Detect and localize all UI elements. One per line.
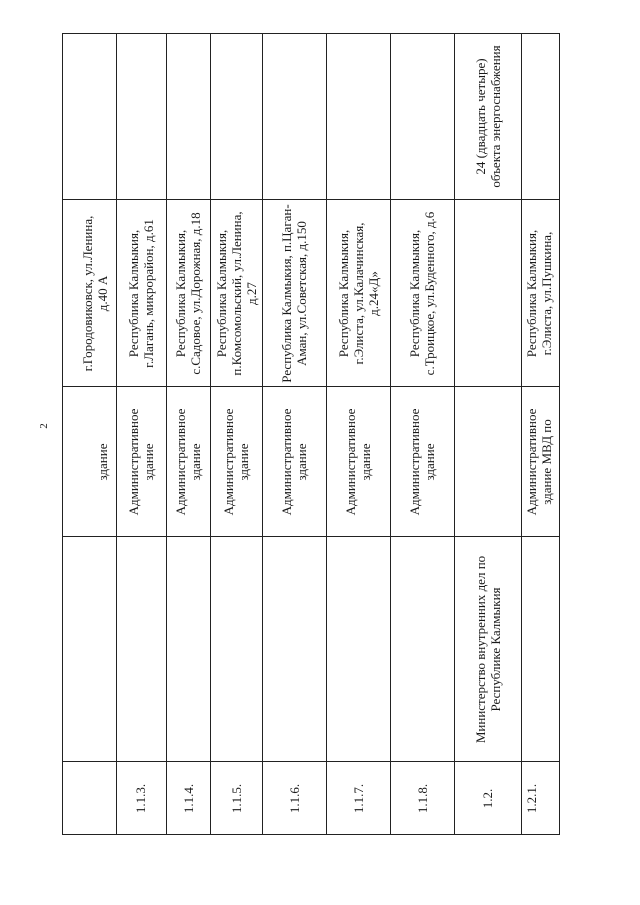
column-divider [326,199,390,200]
cell-count [262,33,326,200]
cell-address: Республика Калмыкия, с.Садовое, ул.Дорожная, д.18 [173,212,203,375]
column-divider [63,536,116,537]
column-divider [63,199,116,200]
column-divider [454,536,521,537]
cell-object-type: Административное здание [173,408,203,516]
column-divider [326,536,390,537]
cell-organization [262,537,326,762]
cell-number: 1.1.8. [414,783,430,814]
cell-count [63,33,116,200]
cell-organization [166,537,210,762]
column-divider [390,386,454,387]
cell-object-type: Административное здание [221,408,251,516]
cell-count [210,33,262,200]
column-divider [326,834,390,835]
column-divider [390,761,454,762]
column-divider [63,33,116,34]
column-divider [390,834,454,835]
cell-address: г.Городовиковск, ул.Ленина, д.40 А [80,215,110,372]
column-divider [521,199,559,200]
cell-number: 1.1.4. [180,783,196,814]
column-divider [210,199,262,200]
column-divider [390,33,454,34]
table-row [210,33,263,835]
cell-object-type: Административное здание МВД по [524,408,554,516]
column-divider [210,536,262,537]
column-divider [115,199,166,200]
table-row [115,33,167,835]
cell-count [115,33,166,200]
cell-count [166,33,210,200]
column-divider [262,199,326,200]
cell-organization [115,537,166,762]
column-divider [390,199,454,200]
column-divider [115,33,166,34]
column-divider [115,761,166,762]
column-divider [210,386,262,387]
column-divider [521,834,559,835]
column-divider [63,386,116,387]
page-number: 2 [38,423,50,429]
column-divider [63,761,116,762]
cell-object-type: Административное здание [279,408,309,516]
cell-number: 1.1.5. [228,783,244,814]
table-row [521,33,560,835]
column-divider [166,386,210,387]
column-divider [521,33,559,34]
column-divider [115,834,166,835]
column-divider [454,834,521,835]
column-divider [115,536,166,537]
cell-count [326,33,390,200]
cell-address [454,200,521,387]
cell-number: 1.1.7. [350,783,366,814]
column-divider [262,536,326,537]
cell-address: Республика Калмыкия, п.Цаган-Аман, ул.Советская, д.150 [279,204,309,383]
cell-object-type: Административное здание [125,408,156,516]
cell-object-type: Административное здание [343,408,373,516]
cell-organization [521,537,559,762]
column-divider [166,834,210,835]
column-divider [115,386,166,387]
cell-number: 1.2.1. [524,783,539,814]
cell-organization [210,537,262,762]
cell-organization [390,537,454,762]
cell-address: Республика Калмыкия, г.Элиста, ул.Пушкина, [524,229,554,358]
table-row [390,33,455,835]
cell-organization [63,537,116,762]
column-divider [454,386,521,387]
column-divider [454,761,521,762]
column-divider [210,834,262,835]
column-divider [63,834,116,835]
column-divider [521,761,559,762]
column-divider [454,199,521,200]
column-divider [262,834,326,835]
table-row [454,33,522,835]
column-divider [326,761,390,762]
table-row [262,33,327,835]
cell-count [521,33,559,200]
cell-address: Республика Калмыкия, п.Комсомольский, ул.Ленина, д.27 [213,211,259,376]
column-divider [166,199,210,200]
column-divider [454,33,521,34]
table-row [166,33,211,835]
cell-object-type: Административное здание [407,408,437,516]
column-divider [326,33,390,34]
column-divider [166,761,210,762]
cell-count [390,33,454,200]
cell-count: 24 (двадцать четыре) объекта энергоснабжения [472,45,503,188]
table-row [62,33,117,835]
column-divider [521,536,559,537]
cell-organization: Министерство внутренних дел по Республике Калмыкия [472,555,503,744]
cell-address: Республика Калмыкия, с.Троицкое, ул.Буденного, д.6 [407,211,437,376]
column-divider [262,33,326,34]
column-divider [210,761,262,762]
column-divider [262,761,326,762]
column-divider [210,33,262,34]
column-divider [326,386,390,387]
column-divider [521,386,559,387]
cell-number: 1.1.6. [286,783,302,814]
document-table [62,33,559,835]
table-row [326,33,391,835]
cell-organization [326,537,390,762]
cell-object-type [454,387,521,537]
cell-number: 1.1.3. [133,783,148,814]
cell-number [63,762,116,835]
cell-object-type: здание [95,443,110,481]
column-divider [166,33,210,34]
cell-number: 1.2. [480,788,495,809]
column-divider [166,536,210,537]
column-divider [390,536,454,537]
column-divider [262,386,326,387]
cell-address: Республика Калмыкия, г.Элиста, ул.Калачинская, д.24«Д» [335,222,381,365]
cell-address: Республика Калмыкия, г.Лагань, микрорайон, д.61 [125,219,156,368]
